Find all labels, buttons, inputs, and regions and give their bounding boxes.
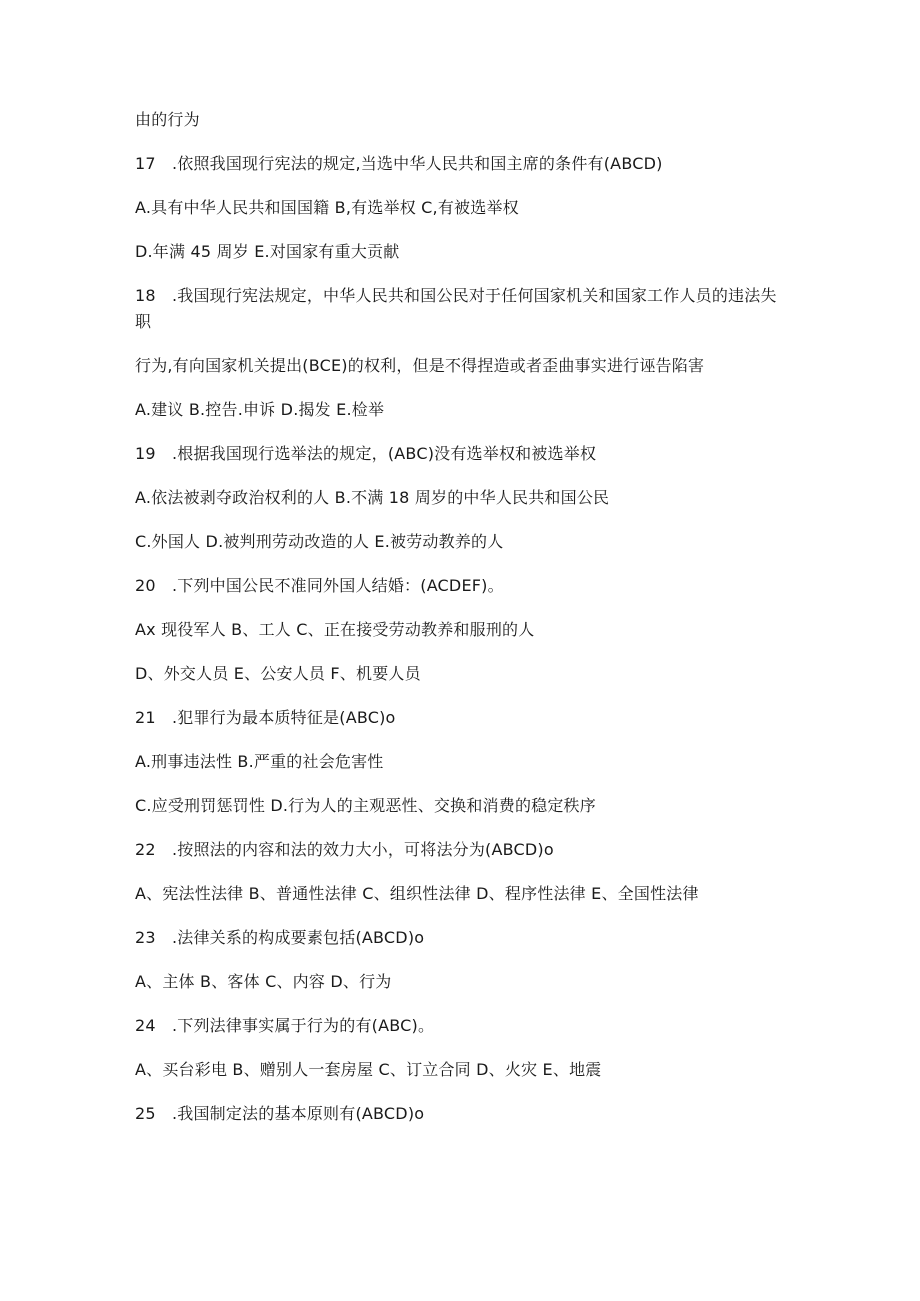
question-17-options-a-c: A.具有中华人民共和国国籍 B,有选举权 C,有被选举权 [135, 198, 519, 217]
question-19-options-a-b: C.外国人 D.被判刑劳动改造的人 E.被劳动教养的人 [135, 532, 504, 551]
question-18: 18 .我国现行宪法规定，中华人民共和国公民对于任何国家机关和国家工作人员的违法失 [135, 286, 777, 305]
text-line-continuation: 由的行为 [135, 110, 200, 129]
question-22-options: 23 .法律关系的构成要素包括(ABCD)o [135, 928, 425, 947]
question-24-options: 25 .我国制定法的基本原则有(ABCD)o [135, 1104, 425, 1123]
question-19-options-c-e: 20 .下列中国公民不准同外国人结婚：(ACDEF)。 [135, 576, 504, 595]
question-22: A、宪法性法律 B、普通性法律 C、组织性法律 D、程序性法律 E、全国性法律 [135, 884, 699, 903]
question-21-options-a-b: C.应受刑罚惩罚性 D.行为人的主观恶性、交换和消费的稳定秩序 [135, 796, 596, 815]
question-20: Ax 现役军人 B、工人 C、正在接受劳动教养和服刑的人 [135, 620, 535, 639]
question-20-options-a-c: D、外交人员 E、公安人员 F、机要人员 [135, 664, 421, 683]
question-23-options: 24 .下列法律事实属于行为的有(ABC)。 [135, 1016, 435, 1035]
question-18-wrap-2: 行为,有向国家机关提出(BCE)的权利，但是不得捏造或者歪曲事实进行诬告陷害 [135, 356, 705, 375]
question-18-options: 19 .根据我国现行选举法的规定，(ABC)没有选举权和被选举权 [135, 444, 597, 463]
question-21-options-c-d: 22 .按照法的内容和法的效力大小，可将法分为(ABCD)o [135, 840, 554, 859]
question-18-continued: A.建议 B.控告.申诉 D.揭发 E.检举 [135, 400, 385, 419]
question-18-wrap: 职 [135, 312, 152, 331]
question-24: A、买台彩电 B、赠别人一套房屋 C、订立合同 D、火灾 E、地震 [135, 1060, 602, 1079]
question-21: A.刑事违法性 B.严重的社会危害性 [135, 752, 384, 771]
question-17: 17 .依照我国现行宪法的规定,当选中华人民共和国主席的条件有(ABCD) [135, 154, 663, 173]
question-20-options-d-f: 21 .犯罪行为最本质特征是(ABC)o [135, 708, 396, 727]
question-19: A.依法被剥夺政治权利的人 B.不满 18 周岁的中华人民共和国公民 [135, 488, 610, 507]
question-23: A、主体 B、客体 C、内容 D、行为 [135, 972, 392, 991]
question-17-options-d-e: D.年满 45 周岁 E.对国家有重大贡献 [135, 242, 400, 261]
